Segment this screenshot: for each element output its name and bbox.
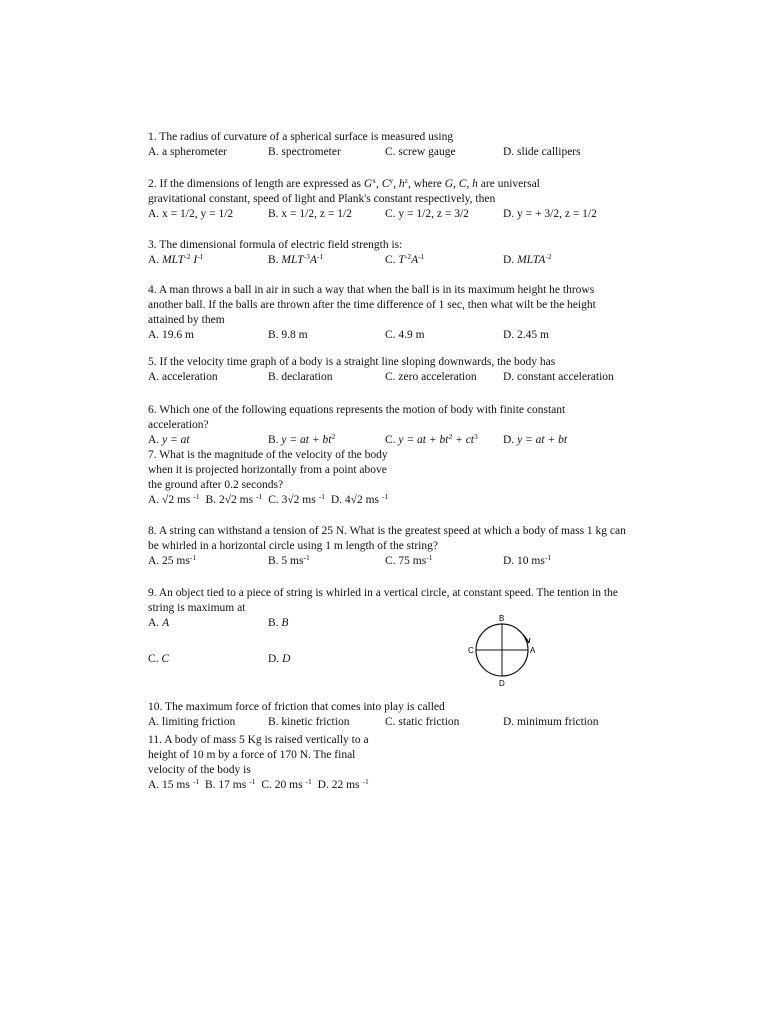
option-b: B. B [268, 617, 289, 629]
option-a: A. √2 ms $^{-1}$ [148, 492, 200, 506]
option-c: C. y = 1/2, z = 3/2 [385, 208, 469, 220]
option-d: D. y = at + bt [503, 434, 568, 446]
option-d: D. $MLTA^{-2}$ [503, 252, 552, 266]
question-10 [148, 700, 628, 730]
options-row [148, 778, 628, 793]
question-2 [148, 177, 628, 222]
option-b: B. $MLT^{-3}A^{-1}$ [268, 252, 324, 266]
options-row [148, 145, 628, 160]
option-c: C. C [148, 653, 170, 665]
option-d: D. 22 ms $^{-1}$ [317, 777, 369, 791]
option-c: C. static friction [385, 716, 460, 728]
option-d: D. y = + 3/2, z = 1/2 [503, 208, 597, 220]
option-c: C. 3√2 ms $^{-1}$ [268, 492, 325, 506]
label-a: A [530, 646, 536, 655]
label-b: B [499, 614, 505, 623]
options-row [148, 715, 628, 730]
option-d: D. 10 $ms^{-1}$ [503, 553, 552, 567]
option-b: B. spectrometer [268, 146, 341, 158]
option-b: B. x = 1/2, z = 1/2 [268, 208, 352, 220]
option-c: C. y = at + $bt^2 + ct^3$ [385, 432, 478, 446]
question-7 [148, 448, 628, 508]
option-d: D. constant acceleration [503, 371, 614, 383]
option-c: C. screw gauge [385, 146, 456, 158]
option-a: A. $MLT^{-2}$ $I^{-1}$ [148, 252, 204, 266]
option-b: B. kinetic friction [268, 716, 350, 728]
question-stem: 11. A body of mass 5 Kg is raised vertically to a height of 10 m by a force of 170 N. The final velocity of the body is [148, 734, 369, 776]
question-stem: 7. What is the magnitude of the velocity of the body when it is projected horizontally from a point above the ground after 0.2 seconds? [148, 449, 388, 491]
question-stem: 10. The maximum force of friction that comes into play is called [148, 701, 445, 713]
question-stem: 4. A man throws a ball in air in such a way that when the ball is in its maximum height he throws another ball. If the balls are thrown after the time difference of 1 sec, then what wilt be the height attained by them [148, 284, 596, 326]
question-11 [148, 733, 628, 793]
option-c: C. 20 ms $^{-1}$ [261, 777, 312, 791]
options-row [148, 554, 628, 569]
option-d: D. D [268, 653, 291, 665]
question-9 [148, 586, 628, 667]
option-d: D. 4√2 ms $^{-1}$ [330, 492, 389, 506]
question-4 [148, 283, 628, 343]
options-row [148, 493, 628, 508]
question-stem: 8. A string can withstand a tension of 25 N. What is the greatest speed at which a body of mass 1 kg can be whirled in a horizontal circle using 1 m length of the string? [148, 525, 626, 552]
label-d: D [499, 679, 505, 688]
option-b: B. 5 $ms^{-1}$ [268, 553, 310, 567]
option-b: B. 2√2 ms $^{-1}$ [205, 492, 263, 506]
option-c: C. zero acceleration [385, 371, 477, 383]
options-row-2 [148, 652, 628, 667]
option-a: A. y = at [148, 434, 190, 446]
options-row [148, 207, 628, 222]
question-1 [148, 130, 628, 160]
question-stem: 5. If the velocity time graph of a body is a straight line sloping downwards, the body has [148, 356, 556, 368]
options-row [148, 370, 628, 385]
option-c: C. $T^{-2}A^{-1}$ [385, 252, 425, 266]
question-stem: 3. The dimensional formula of electric field strength is: [148, 239, 403, 251]
option-a: A. x = 1/2, y = 1/2 [148, 208, 234, 220]
label-c: C [468, 646, 474, 655]
option-b: B. y = at + $bt^2$ [268, 432, 336, 446]
option-a: A. 25 $ms^{-1}$ [148, 553, 197, 567]
option-d: D. 2.45 m [503, 329, 549, 341]
option-a: A. a spherometer [148, 146, 227, 158]
question-stem: 2. If the dimensions of length are expressed as $G^x$, $C^y$, $h^z$, where G, C, h are universal gravitational constant, speed of light and Plank's constant respectively, then [148, 176, 540, 205]
vertical-circle-diagram [466, 612, 556, 690]
options-row [148, 328, 628, 343]
question-8 [148, 524, 628, 569]
option-a: A. acceleration [148, 371, 218, 383]
question-6 [148, 403, 628, 448]
question-stem: 6. Which one of the following equations represents the motion of body with finite constant acceleration? [148, 404, 566, 431]
question-3 [148, 238, 628, 268]
option-d: D. minimum friction [503, 716, 599, 728]
option-b: B. 9.8 m [268, 329, 308, 341]
option-c: C. 75 $ms^{-1}$ [385, 553, 433, 567]
option-a: A. 15 ms $^{-1}$ [148, 777, 200, 791]
option-b: B. declaration [268, 371, 333, 383]
option-b: B. 17 ms $^{-1}$ [204, 777, 256, 791]
option-c: C. 4.9 m [385, 329, 425, 341]
option-a: A. A [148, 617, 170, 629]
options-row [148, 433, 628, 448]
option-d: D. slide callipers [503, 146, 581, 158]
question-stem: 9. An object tied to a piece of string is whirled in a vertical circle, at constant speed. The tention in the string is maximum at [148, 587, 618, 614]
question-5 [148, 355, 628, 385]
option-a: A. 19.6 m [148, 329, 194, 341]
options-row [148, 253, 628, 268]
options-row-1 [148, 616, 628, 631]
question-stem: 1. The radius of curvature of a spherical surface is measured using [148, 131, 454, 143]
option-a: A. limiting friction [148, 716, 236, 728]
